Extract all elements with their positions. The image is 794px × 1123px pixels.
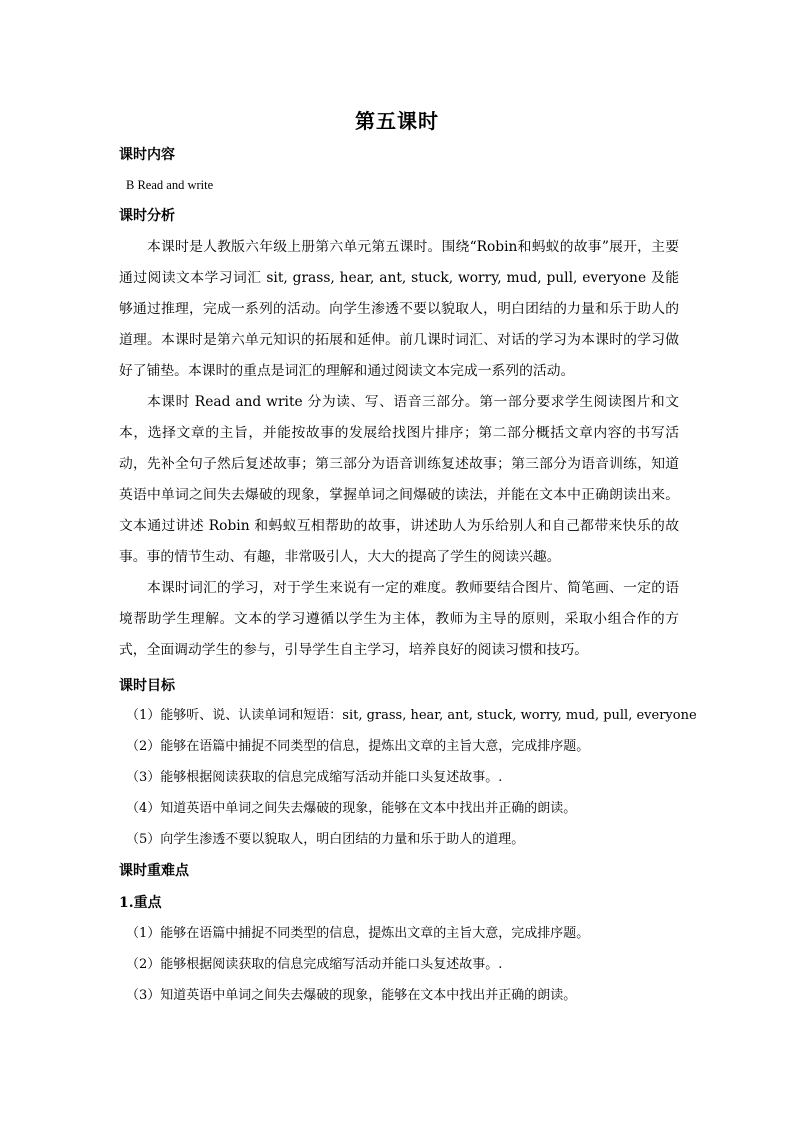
- goal-item: （2）能够在语篇中捕捉不同类型的信息，提炼出文章的主旨大意，完成排序题。: [126, 739, 590, 754]
- key-point-item: （1）能够在语篇中捕捉不同类型的信息，提炼出文章的主旨大意，完成排序题。: [126, 926, 590, 941]
- content-text: B Read and write: [126, 178, 214, 192]
- goal-item: （5）向学生渗透不要以貌取人，明白团结的力量和乐于助人的道理。: [126, 832, 525, 847]
- analysis-paragraph-3: 本课时词汇的学习，对于学生来说有一定的难度。教师要结合图片、简笔画、一定的语境帮助学生理解。文本的学习遵循以学生为主体，教师为主导的原则，采取小组合作的方式，全面调动学生的参与，引导学生自主学习，培养良好的阅读习惯和技巧。: [119, 580, 679, 658]
- analysis-paragraph-2: 本课时 Read and write 分为读、写、语音三部分。第一部分要求学生阅读图片和文本，选择文章的主旨，并能按故事的发展给找图片排序；第二部分概括文章内容的书写活动，先补全句子然后复述故事；第三部分为语音训练复述故事；第三部分为语音训练，知道英语中单词之间失去爆破的现象，掌握单词之间爆破的读法，并能在文本中正确朗读出来。文本通过讲述 Robin 和蚂蚁互相帮助的故事，讲述助人为乐给别人和自己都带来快乐的故事。事的情节生动、有趣，非常吸引人，大大的提高了学生的阅读兴趣。: [119, 394, 679, 565]
- page-title: 第五课时: [355, 109, 439, 133]
- analysis-paragraph-1: 本课时是人教版六年级上册第六单元第五课时。围绕“Robin和蚂蚁的故事”展开，主要通过阅读文本学习词汇 sit, grass, hear, ant, stuck, worry, mud, pull, everyone 及能够通过推理，完成一系列的活动。向学生渗透不要以貌取人，明白团结的力量和乐于助人的道理。本课时是第六单元知识的拓展和延伸。前几课时词汇、对话的学习为本课时的学习做好了铺垫。本课时的重点是词汇的理解和通过阅读文本完成一系列的活动。: [119, 239, 679, 379]
- goal-item: （3）能够根据阅读获取的信息完成缩写活动并能口头复述故事。.: [126, 770, 503, 785]
- section-heading-goals: 课时目标: [119, 678, 175, 694]
- section-heading-key-points: 课时重难点: [119, 863, 189, 879]
- section-heading-analysis: 课时分析: [119, 208, 175, 224]
- key-point-item: （3）知道英语中单词之间失去爆破的现象，能够在文本中找出并正确的朗读。: [126, 988, 577, 1003]
- goal-item: （4）知道英语中单词之间失去爆破的现象，能够在文本中找出并正确的朗读。: [126, 801, 577, 816]
- key-points-subheading: 1.重点: [119, 895, 162, 911]
- goal-item: （1）能够听、说、认读单词和短语：sit, grass, hear, ant, stuck, worry, mud, pull, everyone: [126, 708, 697, 723]
- key-point-item: （2）能够根据阅读获取的信息完成缩写活动并能口头复述故事。.: [126, 957, 503, 972]
- section-heading-content: 课时内容: [119, 147, 175, 163]
